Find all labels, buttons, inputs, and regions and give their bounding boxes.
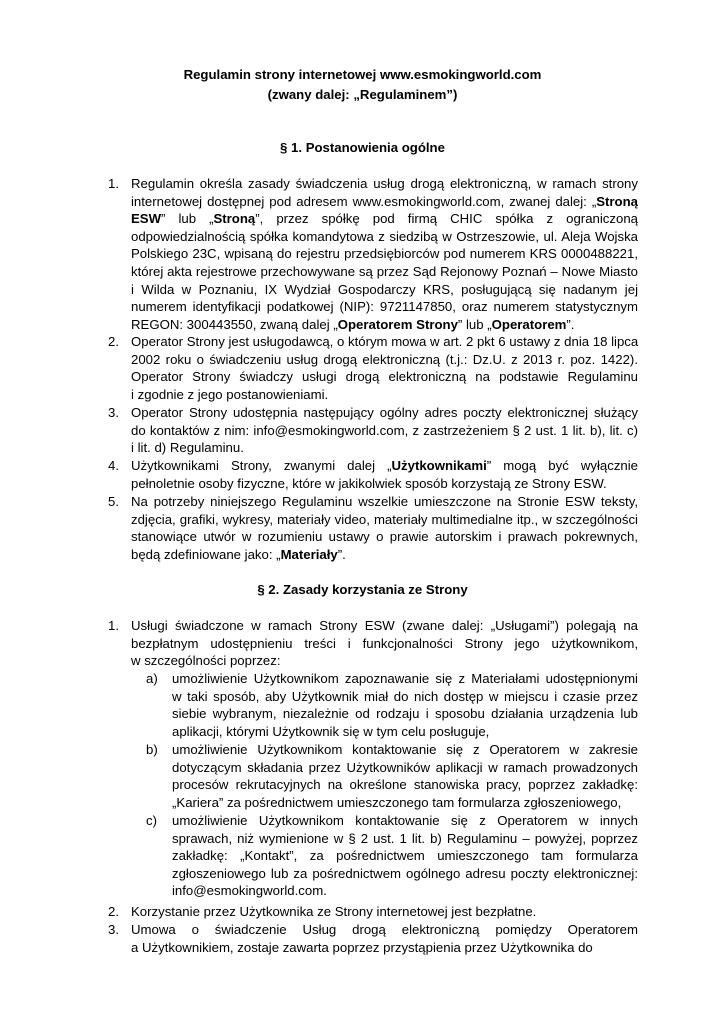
list-text — [131, 404, 638, 457]
document-subtitle: (zwany dalej: „Regulaminem”) — [267, 87, 458, 102]
sub-list-letter: b) — [146, 742, 158, 757]
text-line: „Kariera” za pośrednictwem umieszczonego tam formularza zgłoszeniowego, — [172, 794, 622, 810]
text-line: Użytkownikami Strony, zwanymi dalej „Użytkownikami” mogą być wyłącznie — [131, 458, 639, 473]
list-number: 3. — [108, 922, 119, 937]
text-line: umożliwienie Użytkownikom zapoznawanie się z Materiałami udostępnionymi — [172, 671, 638, 686]
text-line: REGON: 300443550, zwaną dalej „Operatorem Strony” lub „Operatorem”. — [131, 316, 575, 332]
list-number: 1. — [108, 176, 119, 191]
list-number: 1. — [108, 618, 119, 633]
text-line: stanowiące utwór w rozumieniu ustawy o prawie autorskim i prawach pokrewnych, — [131, 529, 638, 545]
text-line: siebie wybranym, niezależnie od rodzaju i sposobu działania urządzenia lub — [172, 706, 638, 722]
text-line: a Użytkownikiem, zostaje zawarta poprzez przystąpienia przez Użytkownika do — [131, 939, 593, 955]
list-text — [131, 903, 638, 921]
text-line: Korzystanie przez Użytkownika ze Strony internetowej jest bezpłatne. — [131, 904, 537, 919]
text-line: Umowa o świadczenie Usług drogą elektroniczną pomiędzy Operatorem — [131, 922, 638, 937]
text-line: umożliwienie Użytkownikom kontaktowanie się z Operatorem w innych — [172, 813, 638, 828]
text-line: info@esmokingworld.com. — [172, 883, 327, 899]
text-line: procesów rekrutacyjnych na określone stanowiska pracy, poprzez zakładkę: — [172, 777, 638, 793]
text-line: bezpłatnym udostępnieniu treści i funkcjonalności Strony jego użytkownikom, — [131, 635, 638, 651]
sub-list-text — [172, 670, 638, 740]
text-line: aplikacji, którymi Użytkownik się w tym celu posługuje, — [172, 723, 490, 739]
list-text — [131, 921, 638, 956]
text-line: pełnoletnie osoby fizyczne, które w jakikolwiek sposób korzystają ze Strony ESW. — [131, 475, 607, 491]
text-line: zgłoszeniowego lub za pośrednictwem ogólnego adresu poczty elektronicznej: — [172, 865, 638, 881]
text-line: której akta rejestrowe przechowywane są przez Sąd Rejonowy Poznań – Nowe Miasto — [131, 263, 638, 279]
text-line: Na potrzeby niniejszego Regulaminu wszelkie umieszczone na Stronie ESW teksty, — [131, 494, 638, 509]
sub-list-text — [172, 812, 638, 900]
text-line: Operator Strony świadczy usługi drogą elektroniczną na podstawie Regulaminu — [131, 369, 638, 385]
list-text — [131, 333, 638, 403]
section-1-heading: § 1. Postanowienia ogólne — [280, 140, 445, 155]
text-line: Operator Strony jest usługodawcą, o którym mowa w art. 2 pkt 6 ustawy z dnia 18 lipca — [131, 334, 639, 349]
list-number: 3. — [108, 405, 119, 420]
sub-list-text — [172, 741, 638, 811]
list-text — [131, 457, 638, 492]
text-line: w szczególności poprzez: — [131, 653, 281, 669]
list-text — [131, 493, 638, 563]
text-line: i lit. d) Regulaminu. — [131, 440, 244, 456]
text-line: zakładkę: „Kontakt”, za pośrednictwem umieszczonego tam formularza — [172, 848, 638, 864]
sub-list-letter: a) — [146, 671, 158, 686]
text-line: i zgodnie z jego postanowieniami. — [131, 386, 329, 402]
text-line: ESW” lub „Stroną”, przez spółkę pod firmą CHIC spółka z ograniczoną — [131, 211, 638, 227]
sub-list-letter: c) — [146, 813, 157, 828]
text-line: 2002 roku o świadczeniu usług drogą elektroniczną (t.j.: Dz.U. z 2013 r. poz. 1422). — [131, 351, 638, 367]
list-text — [131, 175, 638, 333]
text-line: będą zdefiniowane jako: „Materiały”. — [131, 546, 346, 562]
list-text — [131, 617, 638, 670]
text-line: Regulamin określa zasady świadczenia usług drogą elektroniczną, w ramach strony — [131, 176, 638, 191]
text-line: odpowiedzialnością spółka komandytowa z siedzibą w Ostrzeszowie, ul. Aleja Wojska — [131, 228, 638, 244]
list-number: 2. — [108, 334, 119, 349]
section-2-heading: § 2. Zasady korzystania ze Strony — [257, 582, 468, 597]
text-line: sprawach, niż wymienione w § 2 ust. 1 lit. b) Regulaminu – powyżej, poprzez — [172, 830, 638, 846]
text-line: i Wilda w Poznaniu, IX Wydział Gospodarczy KRS, posługującą się nadanym jej — [131, 281, 638, 297]
list-number: 5. — [108, 494, 119, 509]
text-line: do kontaktów z nim: info@esmokingworld.com, z zastrzeżeniem § 2 ust. 1 lit. b), lit. c) — [131, 422, 638, 438]
text-line: Polskiego 23C, wpisaną do rejestru przedsiębiorców pod numerem KRS 0000488221, — [131, 246, 638, 262]
document-title: Regulamin strony internetowej www.esmokingworld.com — [183, 67, 542, 82]
list-number: 4. — [108, 458, 119, 473]
text-line: numerem identyfikacji podatkowej (NIP): 9721147850, oraz numerem statystycznym — [131, 299, 638, 315]
text-line: w taki sposób, aby Użytkownik miał do nich dostęp w miejscu i czasie przez — [172, 688, 638, 704]
text-line: internetowej dostępnej pod adresem www.esmokingworld.com, zwanej dalej: „Stroną — [131, 193, 638, 209]
list-number: 2. — [108, 904, 119, 919]
text-line: Usługi świadczone w ramach Strony ESW (zwane dalej: „Usługami”) polegają na — [131, 618, 638, 633]
text-line: zdjęcia, grafiki, wykresy, materiały video, materiały multimedialne itp., w szczególności — [131, 511, 638, 527]
text-line: umożliwienie Użytkownikom kontaktowanie się z Operatorem w zakresie — [172, 742, 638, 757]
text-line: dotyczącym składania przez Użytkowników aplikacji w ramach prowadzonych — [172, 759, 638, 775]
text-line: Operator Strony udostępnia następujący ogólny adres poczty elektronicznej służący — [131, 405, 638, 420]
